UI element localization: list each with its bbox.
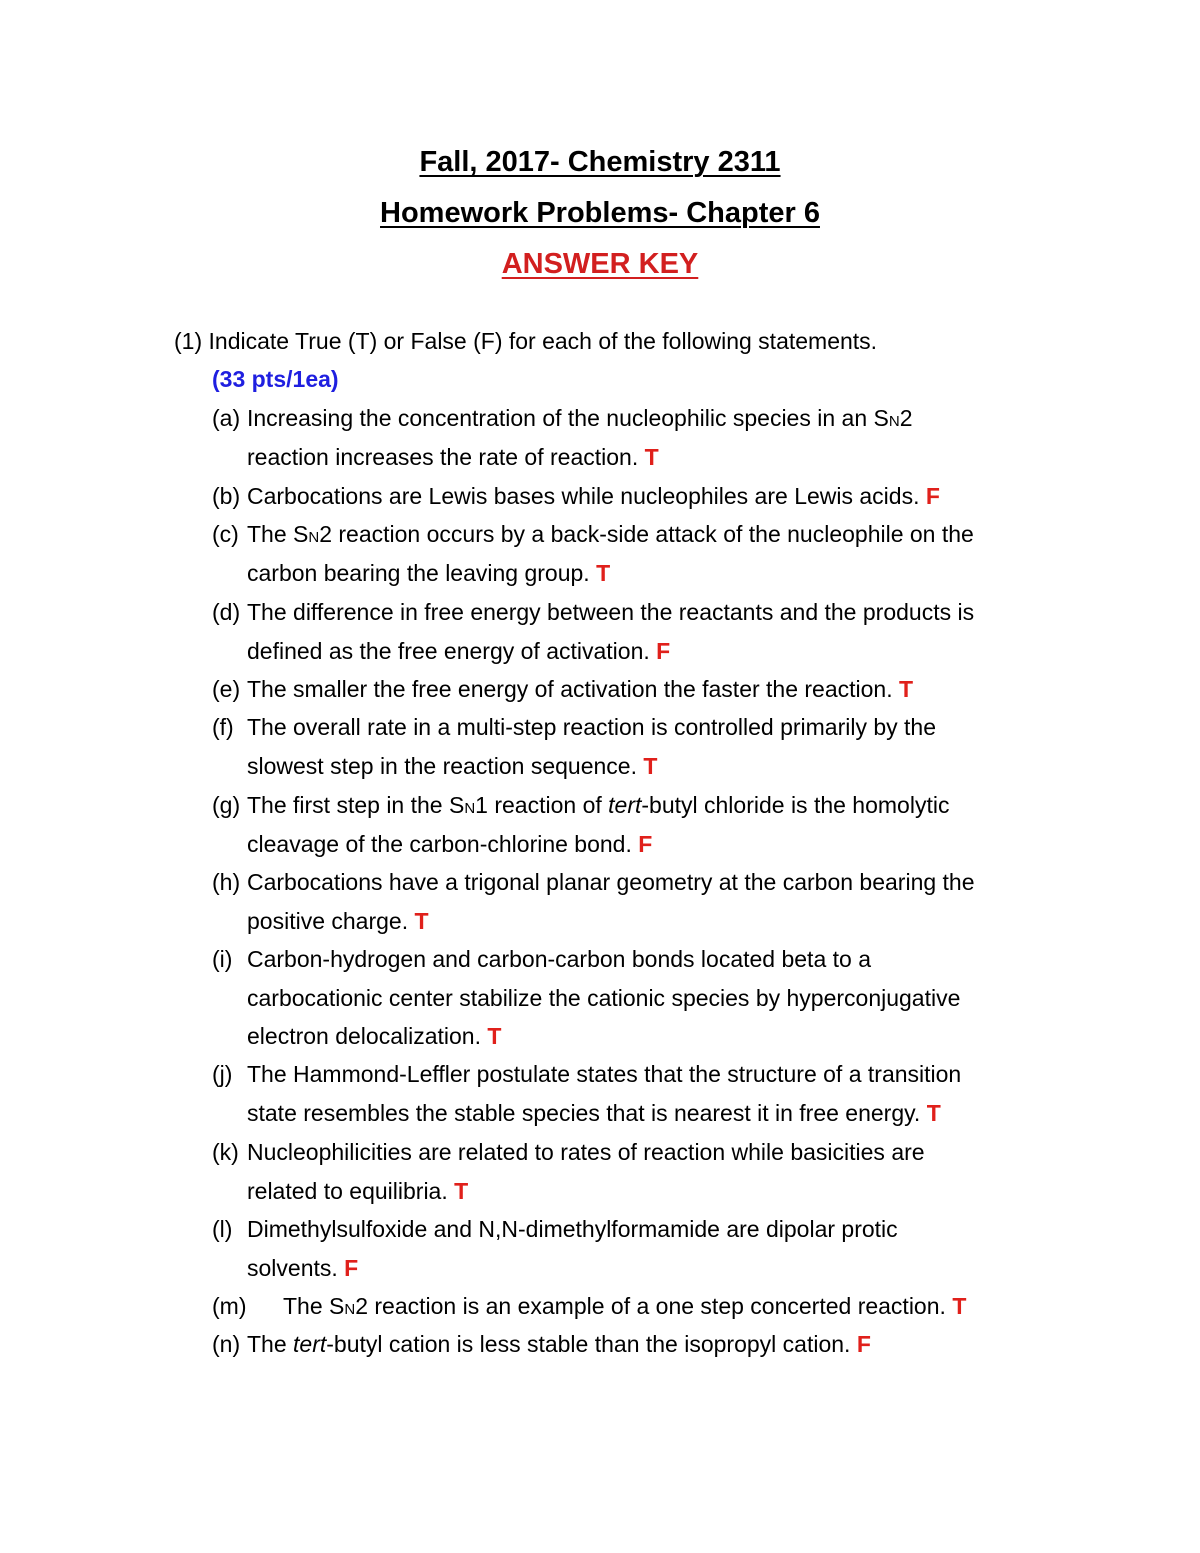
subscript: N [308,529,320,546]
list-item [212,1137,1092,1214]
list-item [212,712,1092,789]
italic-text: tert [608,792,642,818]
item-marker: (j) [212,1061,233,1087]
item-text: Carbon-hydrogen and carbon-carbon bonds located beta to a [247,946,871,972]
item-text: carbon bearing the leaving group. [247,559,590,586]
item-text: solvents. [247,1254,338,1281]
italic-text: tert [293,1331,327,1357]
list-item [212,867,1092,944]
item-marker: (c) [212,521,239,547]
item-text: Nucleophilicities are related to rates of reaction while basicities are [247,1139,925,1165]
item-text: 2 reaction occurs by a back-side attack of the nucleophile on the [319,521,974,547]
item-text: The S [247,521,309,547]
list-item [212,1291,1092,1330]
list-item [212,1329,1092,1368]
answer-label: T [596,559,611,586]
item-marker: (n) [212,1331,241,1357]
answer-label: T [899,676,914,702]
item-marker: (f) [212,714,234,740]
points-note: (33 pts/1ea) [212,366,339,392]
item-text: The first step in the S [247,792,465,818]
item-marker: (m) [212,1293,247,1319]
list-item [212,1214,1092,1291]
answer-label: T [952,1293,967,1319]
item-text: The difference in free energy between the reactants and the products is [247,599,975,625]
item-text: defined as the free energy of activation. [247,637,650,664]
item-text: slowest step in the reaction sequence. [247,752,637,779]
question-prompt [174,326,877,356]
item-text: Increasing the concentration of the nucleophilic species in an S [247,405,889,431]
answer-label: T [487,1023,502,1050]
subscript: N [464,800,476,817]
item-text: reaction increases the rate of reaction. [247,443,639,470]
item-text: -butyl chloride is the homolytic [641,792,950,818]
item-marker: (g) [212,792,241,818]
list-item [212,1059,1092,1136]
list-item [212,674,1092,713]
answer-label: T [926,1099,941,1126]
item-text: positive charge. [247,907,409,934]
item-text: 2 reaction is an example of a one step concerted reaction. [355,1293,946,1319]
item-text: carbocationic center stabilize the cationic species by hyperconjugative [247,984,961,1011]
page-subtitle: Homework Problems- Chapter 6 [380,197,820,229]
item-text: The smaller the free energy of activation the faster the reaction. [247,676,893,702]
list-item [212,481,1092,520]
subscript: N [344,1301,356,1318]
answer-label: T [414,907,429,934]
answer-label: T [454,1177,469,1204]
item-marker: (d) [212,599,241,625]
item-marker: (b) [212,483,241,509]
page-title: Fall, 2017- Chemistry 2311 [419,146,781,178]
item-marker: (l) [212,1216,233,1242]
item-marker: (e) [212,676,241,702]
answer-key-heading: ANSWER KEY [501,248,699,280]
item-text: Dimethylsulfoxide and N,N-dimethylformamide are dipolar protic [247,1216,898,1242]
item-text: electron delocalization. [247,1023,481,1050]
answer-label: F [638,830,653,857]
item-text: related to equilibria. [247,1177,448,1204]
answer-label: F [656,637,671,664]
list-item [212,403,1092,480]
item-marker: (a) [212,405,241,431]
item-text: Carbocations are Lewis bases while nucleophiles are Lewis acids. [247,483,920,509]
list-item [212,790,1092,867]
item-text: The Hammond-Leffler postulate states that the structure of a transition [247,1061,962,1087]
list-item [212,519,1092,596]
item-text: The overall rate in a multi-step reaction is controlled primarily by the [247,714,937,740]
subscript: N [888,413,900,430]
answer-label: T [643,752,658,779]
answer-label: F [344,1254,359,1281]
item-text: The [247,1331,294,1357]
item-marker: (k) [212,1139,239,1165]
item-text: state resembles the stable species that is nearest it in free energy. [247,1099,921,1126]
item-text: The S [283,1293,345,1319]
item-text: 1 reaction of [475,792,609,818]
answer-label: F [856,1331,871,1357]
question-number: (1) [174,328,203,354]
list-item [212,944,1092,1060]
list-item [212,597,1092,674]
item-marker: (i) [212,946,233,972]
item-text: Carbocations have a trigonal planar geometry at the carbon bearing the [247,869,975,895]
item-text: cleavage of the carbon-chlorine bond. [247,830,632,857]
question-text: Indicate True (T) or False (F) for each of the following statements. [208,328,878,354]
answer-label: T [644,443,659,470]
answer-label: F [925,483,940,509]
item-text: 2 [899,405,913,431]
item-text: -butyl cation is less stable than the isopropyl cation. [326,1331,851,1357]
item-marker: (h) [212,869,241,895]
